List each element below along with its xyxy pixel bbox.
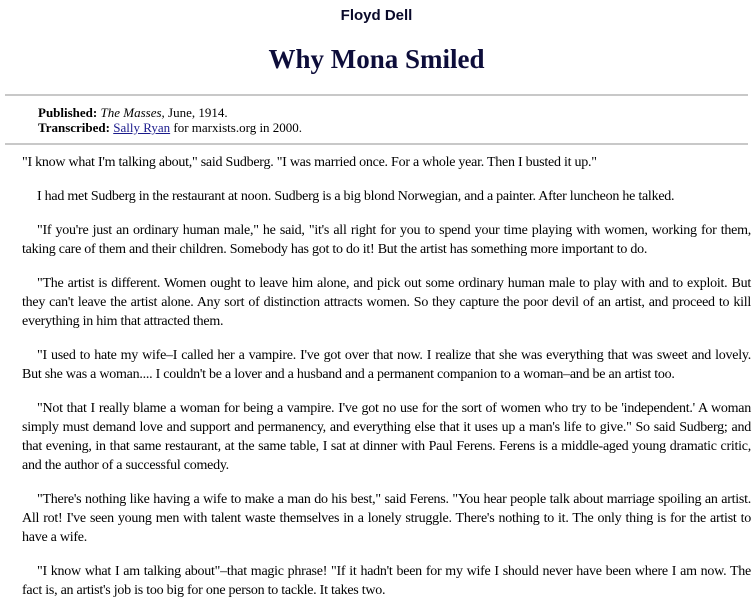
paragraph: "There's nothing like having a wife to make a man do his best," said Ferens. "You hear people talk about marriage spoiling an artist. All rot! I've seen young men with talent waste themselves in a lonely struggle. There's nothing to it. The only thing is for the artist to have a wife.	[22, 492, 751, 545]
paragraph: "The artist is different. Women ought to leave him alone, and pick out some ordinary human male to play with and to exploit. But they can't leave the artist alone. Any sort of distinction attracts women. So they capture the poor devil of an artist, and proceed to kill everything in him that attracted them.	[22, 276, 751, 329]
transcribed-line	[38, 120, 753, 135]
paragraph: I had met Sudberg in the restaurant at noon. Sudberg is a big blond Norwegian, and a painter. After luncheon he talked.	[37, 189, 675, 204]
paragraph: "Not that I really blame a woman for being a vampire. I've got no use for the sort of women who try to be 'independent.' A woman simply must demand love and support and permanency, and everything else that it uses up a man's life to give." So said Sudberg; and that evening, in that same restaurant, at the same table, I sat at dinner with Paul Ferens. Ferens is a middle-aged young dramatic critic, and the author of a successful comedy.	[22, 401, 751, 473]
article-body	[0, 145, 753, 600]
paragraph: "If you're just an ordinary human male," he said, "it's all right for you to spend your time playing with women, working for them, taking care of them and their children. Somebody has got to do it! But the artist has something more important to do.	[22, 223, 751, 257]
published-source: The Masses,	[100, 105, 165, 120]
publication-info	[0, 96, 753, 143]
page-title: Why Mona Smiled	[268, 44, 485, 74]
published-line	[38, 105, 753, 120]
transcriber-link[interactable]: Sally Ryan	[113, 120, 171, 135]
paragraph: "I know what I'm talking about," said Sudberg. "I was married once. For a whole year. Then I busted it up."	[22, 155, 597, 170]
author-name: Floyd Dell	[340, 7, 413, 24]
transcribed-rest: for marxists.org in 2000.	[170, 120, 303, 135]
paragraph: "I used to hate my wife–I called her a vampire. I've got over that now. I realize that she was everything that was sweet and lovely. But she was a woman.... I couldn't be a lover and a husband and a permanent companion to a woman–and be an artist too.	[22, 348, 751, 382]
paragraph: "I know what I am talking about"–that magic phrase! "If it hadn't been for my wife I should never have been where I am now. The fact is, an artist's job is too big for one person to tackle. It takes two.	[22, 564, 751, 598]
published-date: June, 1914.	[164, 105, 228, 120]
published-label: Published:	[38, 105, 98, 120]
transcribed-label: Transcribed:	[38, 120, 110, 135]
